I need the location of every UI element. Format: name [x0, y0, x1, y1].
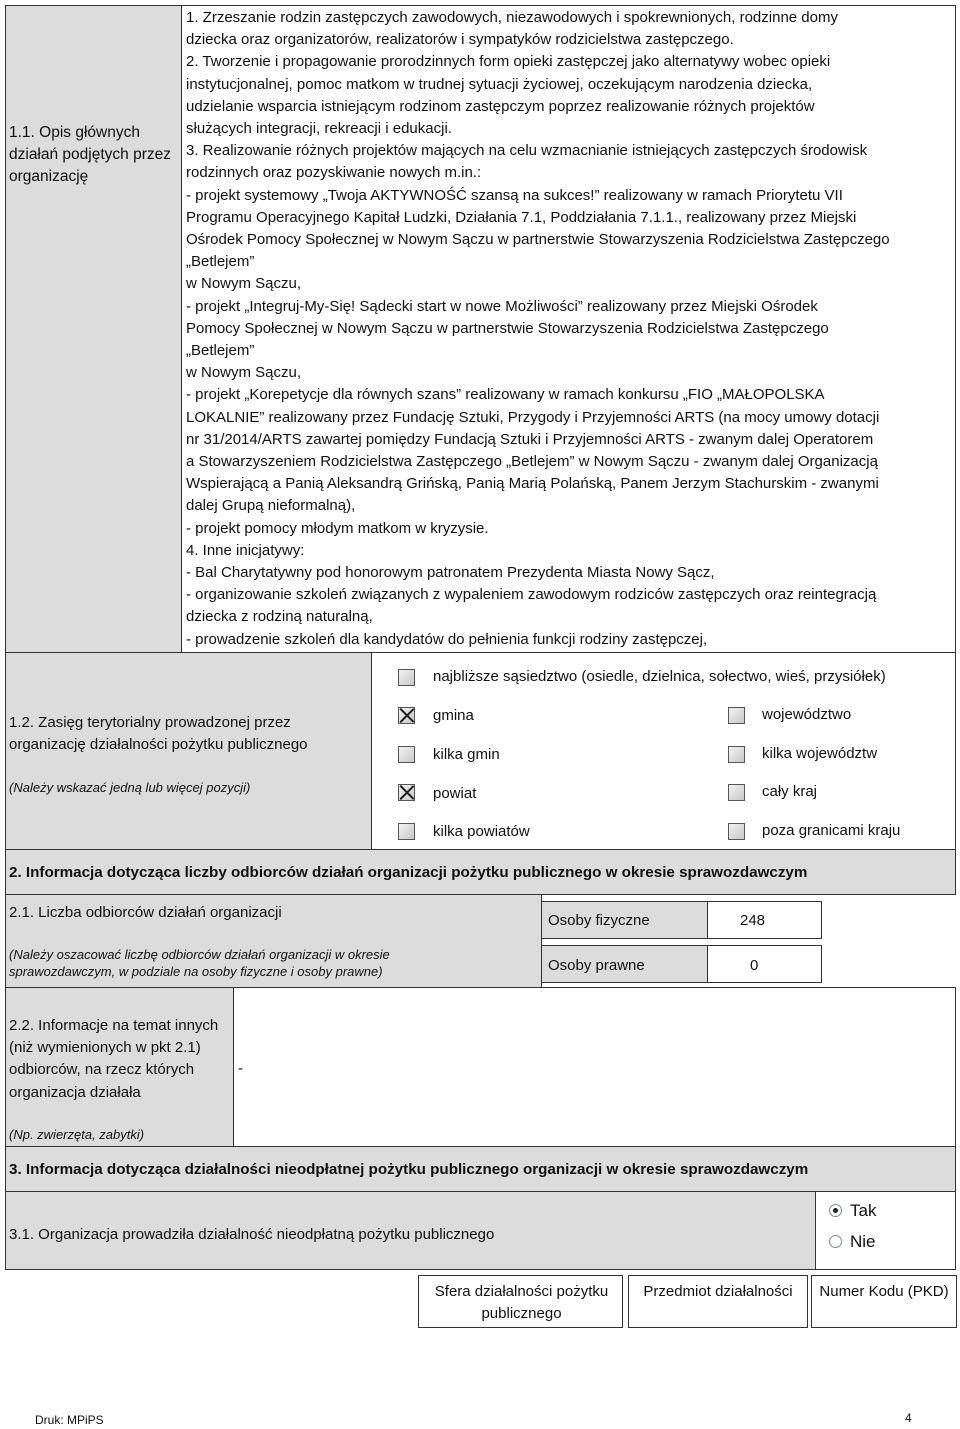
section-1-1-content-cell: [181, 5, 956, 653]
option-kilka-wojewodztw-checkbox[interactable]: [728, 746, 745, 763]
osoby-prawne-value: 0: [750, 957, 759, 974]
section-1-1-line: służących integracji, rekreacji i edukacji.: [186, 120, 452, 138]
option-kilka-gmin-label: kilka gmin: [433, 746, 500, 763]
table-header-sfera-label: Sfera działalności pożytku publicznego: [434, 1283, 609, 1323]
section-2-2-value: -: [238, 1060, 243, 1077]
section-1-1-line: instytucjonalnej, pomoc matkom w trudnej sytuacji życiowej, oczekującym narodzenia dziecka,: [186, 75, 813, 93]
table-header-przedmiot: [628, 1275, 808, 1328]
section-1-2-label-cell: [5, 652, 372, 850]
section-1-1-line: 4. Inne inicjatywy:: [186, 541, 305, 559]
section-1-1-line: - projekt systemowy „Twoja AKTYWNOŚĆ szansą na sukces!” realizowany w ramach Priorytetu VII: [186, 186, 843, 204]
radio-nie[interactable]: [829, 1235, 842, 1248]
footer-page-number: 4: [905, 1411, 912, 1425]
osoby-fizyczne-label: Osoby fizyczne: [548, 912, 650, 929]
option-gmina-checkbox[interactable]: [398, 707, 415, 724]
option-wojewodztwo-label: województwo: [762, 706, 852, 723]
section-1-2-options-cell: [371, 652, 956, 850]
section-3-1-choice-cell: [815, 1191, 956, 1270]
option-powiat-checkbox[interactable]: [398, 784, 415, 801]
option-najblizsze-checkbox[interactable]: [398, 669, 415, 686]
section-3-title: 3. Informacja dotycząca działalności nieodpłatnej pożytku publicznego organizacji w okresie sprawozdawczym: [9, 1161, 809, 1178]
osoby-fizyczne-label-cell: [541, 901, 708, 939]
section-2-2-label-cell: [5, 987, 234, 1147]
section-1-1-line: 1. Zrzeszanie rodzin zastępczych zawodowych, niezawodowych i spokrewnionych, rodzinne domy: [186, 9, 838, 26]
table-header-pkd-label: Numer Kodu (PKD): [819, 1283, 949, 1300]
radio-tak-label: Tak: [850, 1201, 877, 1220]
section-1-1-line: - projekt pomocy młodym matkom w kryzysie.: [186, 519, 489, 537]
section-2-1-label: 2.1. Liczba odbiorców działań organizacji: [9, 904, 282, 921]
table-header-przedmiot-label: Przedmiot działalności: [643, 1283, 793, 1300]
table-header-pkd: [811, 1275, 957, 1328]
osoby-prawne-label: Osoby prawne: [548, 957, 645, 974]
section-2-1-note: (Należy oszacować liczbę odbiorców działań organizacji w okresie sprawozdawczym, w podziale na osoby fizyczne i osoby prawne): [9, 947, 390, 979]
section-1-1-line: dalej Grupą nieformalną),: [186, 497, 356, 515]
section-1-1-line: Wspierającą a Panią Aleksandrą Grińską, Panią Marią Polańską, Panem Jerzym Stachurskim - zwanymi: [186, 475, 879, 493]
section-1-1-line: 3. Realizowanie różnych projektów mających na celu wzmacnianie istniejących zastępczych środowisk: [186, 142, 868, 160]
section-1-1-line: - organizowanie szkoleń związanych z wypaleniem zawodowym rodziców zastępczych oraz reintegracją: [186, 586, 877, 604]
section-1-1-line: - projekt „Korepetycje dla równych szans” realizowany w ramach konkursu „FIO „MAŁOPOLSKA: [186, 386, 825, 404]
section-3-1-label: 3.1. Organizacja prowadziła działalność nieodpłatną pożytku publicznego: [9, 1226, 495, 1243]
option-kilka-powiatow-label: kilka powiatów: [433, 823, 530, 840]
option-poza-granicami-checkbox[interactable]: [728, 823, 745, 840]
option-kilka-powiatow-checkbox[interactable]: [398, 823, 415, 840]
section-2-1-label-cell: [5, 894, 542, 988]
section-1-1-text: [186, 7, 956, 651]
osoby-fizyczne-value: 248: [740, 912, 766, 929]
table-header-sfera: [418, 1275, 623, 1328]
section-1-1-line: udzielanie wsparcia istniejącym rodzinom zastępczym poprzez realizowanie różnych projektów: [186, 97, 815, 115]
section-1-1-line: Pomocy Społecznej w Nowym Sączu w partnerstwie Stowarzyszenia Rodzicielstwa Zastępczego: [186, 319, 829, 337]
osoby-prawne-label-cell: [541, 945, 708, 983]
section-2-title: 2. Informacja dotycząca liczby odbiorców działań organizacji pożytku publicznego w okresie sprawozdawczym: [9, 864, 808, 881]
option-poza-granicami-label: poza granicami kraju: [762, 822, 901, 839]
osoby-prawne-value-cell[interactable]: [707, 945, 822, 983]
radio-nie-label: Nie: [850, 1232, 876, 1251]
option-najblizsze-label: najbliższe sąsiedztwo (osiedle, dzielnica, sołectwo, wieś, przysiółek): [433, 668, 886, 685]
option-gmina-label: gmina: [433, 707, 474, 724]
section-1-1-line: - prowadzenie szkoleń dla kandydatów do pełnienia funkcji rodziny zastępczej,: [186, 630, 708, 648]
option-caly-kraj-checkbox[interactable]: [728, 784, 745, 801]
option-powiat-label: powiat: [433, 785, 477, 802]
section-1-1-line: dziecka oraz organizatorów, realizatorów i sympatyków rodzicielstwa zastępczego.: [186, 31, 734, 49]
footer-print-label: Druk: MPiPS: [35, 1413, 104, 1427]
section-3-header: [5, 1146, 956, 1192]
section-1-1-line: „Betlejem”: [186, 342, 255, 360]
section-3-1-label-cell: [5, 1191, 816, 1270]
option-wojewodztwo-checkbox[interactable]: [728, 707, 745, 724]
section-1-1-line: 2. Tworzenie i propagowanie prorodzinnych form opieki zastępczej jako alternatywy wobec opieki: [186, 53, 831, 71]
option-caly-kraj-label: cały kraj: [762, 783, 818, 800]
section-1-1-line: - Bal Charytatywny pod honorowym patronatem Prezydenta Miasta Nowy Sącz,: [186, 564, 715, 582]
section-1-1-line: „Betlejem”: [186, 253, 255, 271]
section-2-header: [5, 849, 956, 895]
section-1-1-label: 1.1. Opis głównych działań podjętych przez organizację: [9, 124, 171, 185]
option-kilka-wojewodztw-label: kilka województw: [762, 745, 878, 762]
osoby-fizyczne-value-cell[interactable]: [707, 901, 822, 939]
section-1-1-line: dziecka z rodziną naturalną,: [186, 608, 373, 626]
section-1-1-line: Programu Operacyjnego Kapitał Ludzki, Działania 7.1, Poddziałania 7.1.1., realizowany przez Miejski: [186, 208, 857, 226]
section-2-2-note: (Np. zwierzęta, zabytki): [9, 1127, 145, 1142]
section-1-2-label: 1.2. Zasięg terytorialny prowadzonej przez organizację działalności pożytku publicznego: [9, 714, 308, 754]
section-1-1-line: nr 31/2014/ARTS zawartej pomiędzy Fundacją Sztuki i Przyjemności ARTS - zwanym dalej Operatorem: [186, 430, 874, 448]
section-1-1-line: w Nowym Sączu,: [186, 364, 302, 382]
section-1-1-line: a Stowarzyszeniem Rodzicielstwa Zastępczego „Betlejem” w Nowym Sączu - zwanym dalej Organizacją: [186, 453, 878, 471]
section-2-2-value-cell[interactable]: [233, 987, 956, 1147]
section-1-1-label-cell: [5, 5, 182, 653]
section-1-1-line: LOKALNIE” realizowany przez Fundację Sztuki, Przygody i Przyjemności ARTS (na mocy umowy dotacji: [186, 408, 880, 426]
section-1-1-line: Ośrodek Pomocy Społecznej w Nowym Sączu w partnerstwie Stowarzyszenia Rodzicielstwa Zastępczego: [186, 231, 890, 249]
section-1-1-line: - projekt „Integruj-My-Się! Sądecki start w nowe Możliwości” realizowany przez Miejski Ośrodek: [186, 297, 818, 315]
section-2-2-label: 2.2. Informacje na temat innych (niż wymienionych w pkt 2.1) odbiorców, na rzecz których organizacja działała: [9, 1017, 219, 1101]
section-1-1-line: w Nowym Sączu,: [186, 275, 302, 293]
option-kilka-gmin-checkbox[interactable]: [398, 746, 415, 763]
section-1-1-line: rodzinnych oraz pozyskiwanie nowych m.in.:: [186, 164, 482, 182]
radio-tak[interactable]: [829, 1204, 842, 1217]
section-1-2-note: (Należy wskazać jedną lub więcej pozycji): [9, 780, 251, 795]
